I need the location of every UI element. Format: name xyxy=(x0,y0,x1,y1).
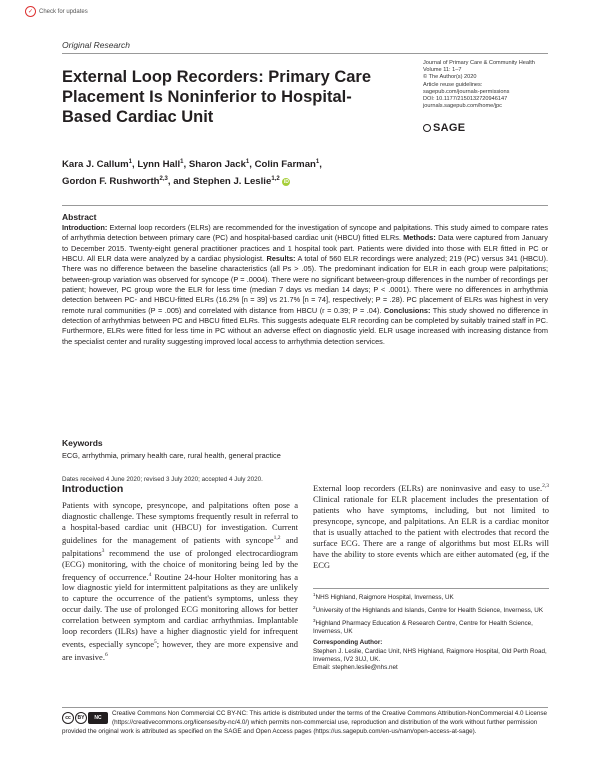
abstract-heading: Abstract xyxy=(62,212,97,222)
body-text: Patients with syncope, presyncope, and palpitations often pose a diagnostic challenge. These symptoms frequently result in referral to a hospital-based cardiac unit (HBCU) for investigation. Current guidelines for the management of patients with syncope xyxy=(62,500,298,545)
abstract-intro-label: Introduction: xyxy=(62,223,108,232)
author-name: Colin Farman xyxy=(254,159,316,171)
author-name: Gordon F. Rushworth xyxy=(62,176,160,188)
license-block xyxy=(62,710,552,736)
abstract-intro-text: External loop recorders (ELRs) are recommended for the investigation of syncope and palpitations. This study aimed to compare rates of arrhythmia detection between primary care (PC) and hospital-based cardiac unit (HBCU) fitted ELRs. xyxy=(62,223,548,243)
citation[interactable]: 3 xyxy=(101,547,105,554)
author-name: Stephen J. Leslie xyxy=(192,176,272,188)
nc-glyph: NC xyxy=(88,712,108,724)
cc-glyph: cc xyxy=(62,712,74,724)
journal-name: Journal of Primary Care & Community Health xyxy=(423,60,535,66)
license-divider xyxy=(62,707,548,708)
check-for-updates-badge[interactable] xyxy=(25,6,88,17)
doi[interactable]: DOI: 10.1177/2150132720946147 xyxy=(423,96,508,103)
keywords-heading: Keywords xyxy=(62,438,103,448)
affiliation-item xyxy=(313,617,549,637)
affiliation-text: Highland Pharmacy Education & Research Centre, Centre for Health Science, Inverness, UK xyxy=(313,619,533,636)
abstract-methods-label: Methods: xyxy=(403,233,436,243)
corresponding-author-email[interactable]: Email: stephen.leslie@nhs.net xyxy=(313,664,398,672)
by-glyph: BY xyxy=(75,712,87,724)
corresponding-author-heading: Corresponding Author: xyxy=(313,639,383,647)
author-line-2 xyxy=(62,172,392,189)
check-for-updates-label: Check for updates xyxy=(39,8,88,15)
affiliation-sup: 3 xyxy=(313,617,316,623)
abstract-results-label: Results: xyxy=(266,254,296,264)
journal-volume: Volume 11: 1–7 xyxy=(423,67,462,74)
affiliation-item xyxy=(313,604,549,615)
affiliations xyxy=(313,591,549,673)
affiliation-item xyxy=(313,591,549,602)
author-list xyxy=(62,155,392,189)
author-name: Kara J. Callum xyxy=(62,159,129,171)
citation[interactable]: 5 xyxy=(154,639,157,646)
abstract-divider xyxy=(62,205,548,206)
body-text: and palpitations xyxy=(62,534,298,558)
author-sup: 2,3 xyxy=(159,176,168,183)
author-name: Lynn Hall xyxy=(137,159,181,171)
author-sup: 1 xyxy=(128,159,132,165)
sage-logo xyxy=(423,122,465,134)
body-column-right xyxy=(313,481,549,571)
check-icon: ✓ xyxy=(25,6,36,17)
abstract-body xyxy=(62,223,548,347)
body-text: ; however, they are more expensive and are invasive. xyxy=(62,639,298,663)
corresponding-author-text: Stephen J. Leslie, Cardiac Unit, NHS Highland, Raigmore Hospital, Old Perth Road, Inverness, IV2 3UJ, UK. xyxy=(313,647,547,664)
author-sup: 1 xyxy=(315,159,320,165)
author-name: Sharon Jack xyxy=(188,159,246,171)
author-sup: 1 xyxy=(180,159,184,165)
citation[interactable]: 2,3 xyxy=(542,483,549,489)
affiliation-text: University of the Highlands and Islands, Centre for Health Science, Inverness, UK xyxy=(315,606,544,614)
sage-logo-icon xyxy=(423,124,431,132)
citation[interactable]: 1,2 xyxy=(273,535,281,541)
abstract-conclusions-text: This study showed no difference in detection of arrhythmias between PC and HBCU fitted ELRs. This suggests adequate ELR recording can be completed by suitably trained staff in PC. Furthermore, ELRs were fitted for less time in PC without an adverse effect on diagnostic yield. ELR usage increased with increasing distance from the specialist center and rurality suggesting improved local access to arrhythmia detection services. xyxy=(62,305,548,346)
body-text: Clinical rationale for ELR placement includes the presentation of patients who have symptoms, including, but not limited to presyncope, syncope, and palpitations. An ELR is a cardiac monitor that is usually attached to the patient with electrodes that record the surface ECG. There are a range of algorithms but most ELRs will have the ability to store events which are either automated (eg, if the ECG xyxy=(313,493,549,570)
body-text: recommend the use of prolonged electrocardiogram (ECG) monitoring, with the choice of monitoring being led by the frequency of occurrence. xyxy=(62,547,298,582)
keywords-text: ECG, arrhythmia, primary health care, rural health, general practice xyxy=(62,451,281,460)
affiliation-text: NHS Highland, Raigmore Hospital, Inverness, UK xyxy=(315,594,454,602)
author-conjunction: , and xyxy=(167,176,193,188)
affiliation-sup: 2 xyxy=(313,604,316,610)
section-label: Original Research xyxy=(62,40,131,50)
reuse-guidelines: Article reuse guidelines: xyxy=(423,81,483,88)
journal-info xyxy=(423,60,588,110)
abstract-methods-text: Data were captured from January to December 2015. Twenty-eight general practitioner practices and 1 hospital took part. Patients were divided into those with ELR fitted in PC or HBCU. All ELR data were analyzed by a cardiac physiologist. xyxy=(62,233,548,264)
dates-line: Dates received 4 June 2020; revised 3 July 2020; accepted 4 July 2020. xyxy=(62,476,263,483)
permissions-link[interactable]: sagepub.com/journals-permissions xyxy=(423,88,510,95)
abstract-results-text: A total of 560 ELR recordings were analyzed; 219 (PC) versus 341 (HBCU). There was no difference between the baseline characteristics (all Ps > .05). The predominant indication for ELR in each group were palpitations; between-group variation was observed for syncope (P = .0004). There were no significant between-group differences in the number of recordings per patient; however, PC group wore the ELR for less time (median 7 days vs median 14 days; P < .0001). There were no differences in arrhythmia detection between PC- and HBCU-fitted ELRs (16.2% [n = 39] vs 21.7% [n = 74], respectively; P = .28). PC placement of ELRs was highest in very remote rural communities (P = .005) and correlated with distance from HBCU (r = 0.39; P = .04). xyxy=(62,254,549,315)
article-title: External Loop Recorders: Primary Care Placement Is Noninferior to Hospital-Based Cardiac Unit xyxy=(62,68,372,126)
orcid-icon[interactable]: iD xyxy=(283,178,289,185)
body-text: External loop recorders (ELRs) are noninvasive and easy to use. xyxy=(313,482,543,493)
citation[interactable]: 4 xyxy=(148,571,152,578)
body-text: Routine 24-hour Holter monitoring has a low diagnostic yield for intermittent palpitations as they are unlikely to capture the occurrence of the patient's symptoms, unless they occur daily. The use of prolonged ECG monitoring allows for better correlation between symptom and cardiac arrhythmias. Implantable loop recorders (ILRs) have a higher diagnostic yield for infrequent events, especially syncope xyxy=(62,571,299,650)
journal-copyright: © The Author(s) 2020 xyxy=(423,74,477,81)
introduction-heading: Introduction xyxy=(62,483,124,495)
author-sup: 1,2 xyxy=(271,176,280,183)
header-divider xyxy=(62,53,548,54)
body-column-left xyxy=(62,500,298,663)
journal-home-link[interactable]: journals.sagepub.com/home/jpc xyxy=(423,103,502,110)
license-text: Creative Commons Non Commercial CC BY-NC: This article is distributed under the terms of the Creative Commons Attribution-NonCommercial 4.0 License (https://creativecommons.org/licenses/by-nc/4.0/) which permits non-commercial use, reproduction and distribution of the work without further permission provided the original work is attributed as specified on the SAGE and Open Access pages (https://us.sagepub.com/en-us/nam/open-access-at-sage). xyxy=(62,710,547,735)
affiliation-sup: 1 xyxy=(313,592,316,597)
abstract-conclusions-label: Conclusions: xyxy=(383,305,431,315)
sage-logo-text: SAGE xyxy=(433,122,466,134)
author-line-1: Kara J. Callum$^1$, Lynn Hall$^1$, Sharon Jack$^1$, Colin Farman$^1$, xyxy=(62,159,322,171)
author-sup: 1 xyxy=(245,159,250,165)
cc-license-icon xyxy=(62,712,108,724)
citation[interactable]: 6 xyxy=(104,652,108,659)
affiliations-divider xyxy=(313,588,549,589)
